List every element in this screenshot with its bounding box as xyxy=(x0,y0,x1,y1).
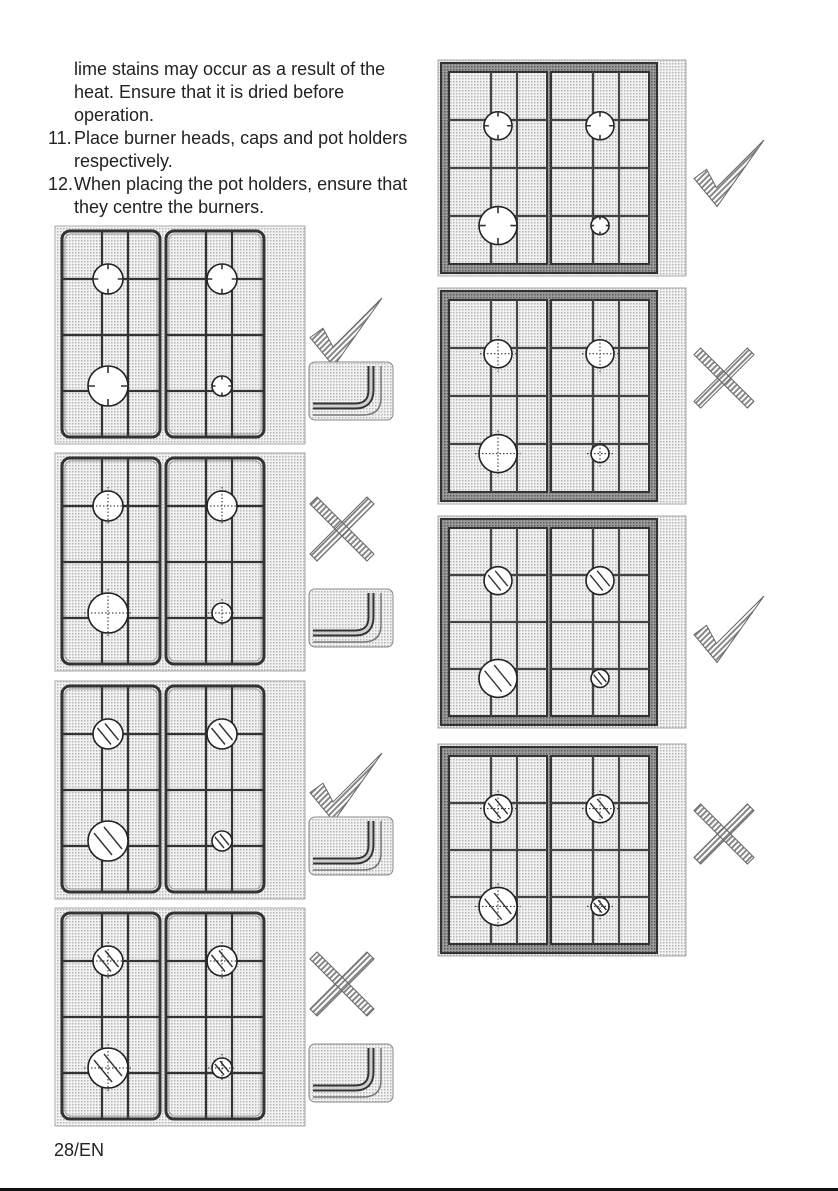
burner-icon xyxy=(484,112,512,140)
cross-mark-icon xyxy=(694,348,754,408)
page-number: 28/EN xyxy=(54,1140,105,1160)
cross-mark-icon xyxy=(310,497,374,561)
step-number: 12. xyxy=(48,174,74,194)
burner-icon xyxy=(479,207,517,245)
burner-icon xyxy=(484,567,512,595)
hob-diagram-correct xyxy=(438,60,686,276)
step-text: Place burner heads, caps and pot holders respectively. xyxy=(74,128,408,171)
hob-diagram-correct xyxy=(438,516,686,728)
burner-icon xyxy=(93,719,123,749)
burner-icon xyxy=(479,659,517,697)
burner-icon xyxy=(88,366,128,406)
hob-diagram-correct xyxy=(55,226,305,444)
burner-icon xyxy=(93,264,123,294)
check-mark-icon xyxy=(694,140,764,207)
right-diagram-column xyxy=(438,60,764,956)
burner-icon xyxy=(207,719,237,749)
burner-icon xyxy=(586,567,614,595)
corner-detail-icon xyxy=(309,817,393,875)
hob-diagram-incorrect xyxy=(55,908,305,1126)
check-mark-icon xyxy=(694,596,764,663)
cross-mark-icon xyxy=(694,804,754,864)
left-diagram-column xyxy=(55,226,393,1126)
burner-icon xyxy=(591,217,609,235)
check-mark-icon xyxy=(310,298,382,366)
corner-detail-icon xyxy=(309,362,393,420)
hob-diagram-incorrect xyxy=(438,744,686,956)
burner-icon xyxy=(212,831,232,851)
corner-detail-icon xyxy=(309,589,393,647)
burner-icon xyxy=(212,376,232,396)
check-mark-icon xyxy=(310,753,382,821)
step-text: When placing the pot holders, ensure that they centre the burners. xyxy=(74,174,408,217)
corner-detail-icon xyxy=(309,1044,393,1102)
hob-diagram-incorrect xyxy=(438,288,686,504)
step-number: 11. xyxy=(48,128,72,148)
cross-mark-icon xyxy=(310,952,374,1016)
burner-icon xyxy=(88,821,128,861)
hob-diagram-correct xyxy=(55,681,305,899)
burner-icon xyxy=(586,112,614,140)
hob-diagram-incorrect xyxy=(55,453,305,671)
burner-icon xyxy=(591,669,609,687)
burner-icon xyxy=(207,264,237,294)
continuation-text: lime stains may occur as a result of the heat. Ensure that it is dried before operation. xyxy=(74,59,386,125)
